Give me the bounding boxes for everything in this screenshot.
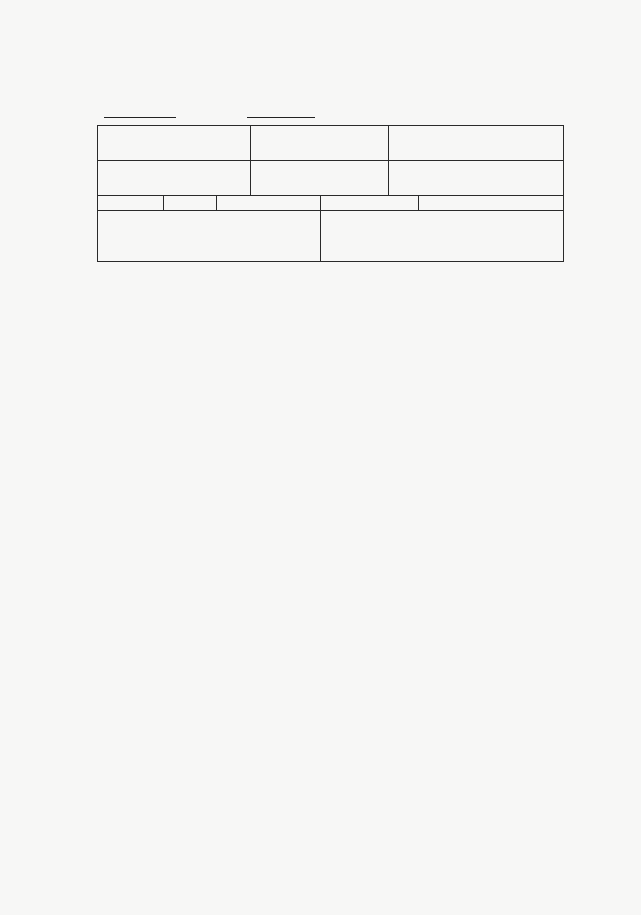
header-seq <box>164 196 217 211</box>
total-samples-cell[interactable] <box>389 126 564 161</box>
phone-cell[interactable] <box>98 161 251 196</box>
contact-cell[interactable] <box>251 126 389 161</box>
sampled-unit-signature[interactable] <box>98 211 321 262</box>
header-age-days <box>321 196 419 211</box>
info-row-1 <box>98 126 564 161</box>
header-sample-id <box>419 196 564 211</box>
animal-origin-cell[interactable] <box>389 161 564 196</box>
header-breed <box>217 196 321 211</box>
province-blank[interactable] <box>104 117 176 118</box>
field-name-cell[interactable] <box>98 126 251 161</box>
signature-row <box>98 211 564 262</box>
daily-slaughter-cell[interactable] <box>251 161 389 196</box>
document-title <box>0 66 641 86</box>
sampling-header-row <box>98 196 564 211</box>
sampling-section-label <box>98 196 164 211</box>
info-row-2 <box>98 161 564 196</box>
inspector-signature[interactable] <box>321 211 564 262</box>
survey-table <box>97 125 564 262</box>
county-blank[interactable] <box>247 117 315 118</box>
region-line <box>104 101 563 121</box>
